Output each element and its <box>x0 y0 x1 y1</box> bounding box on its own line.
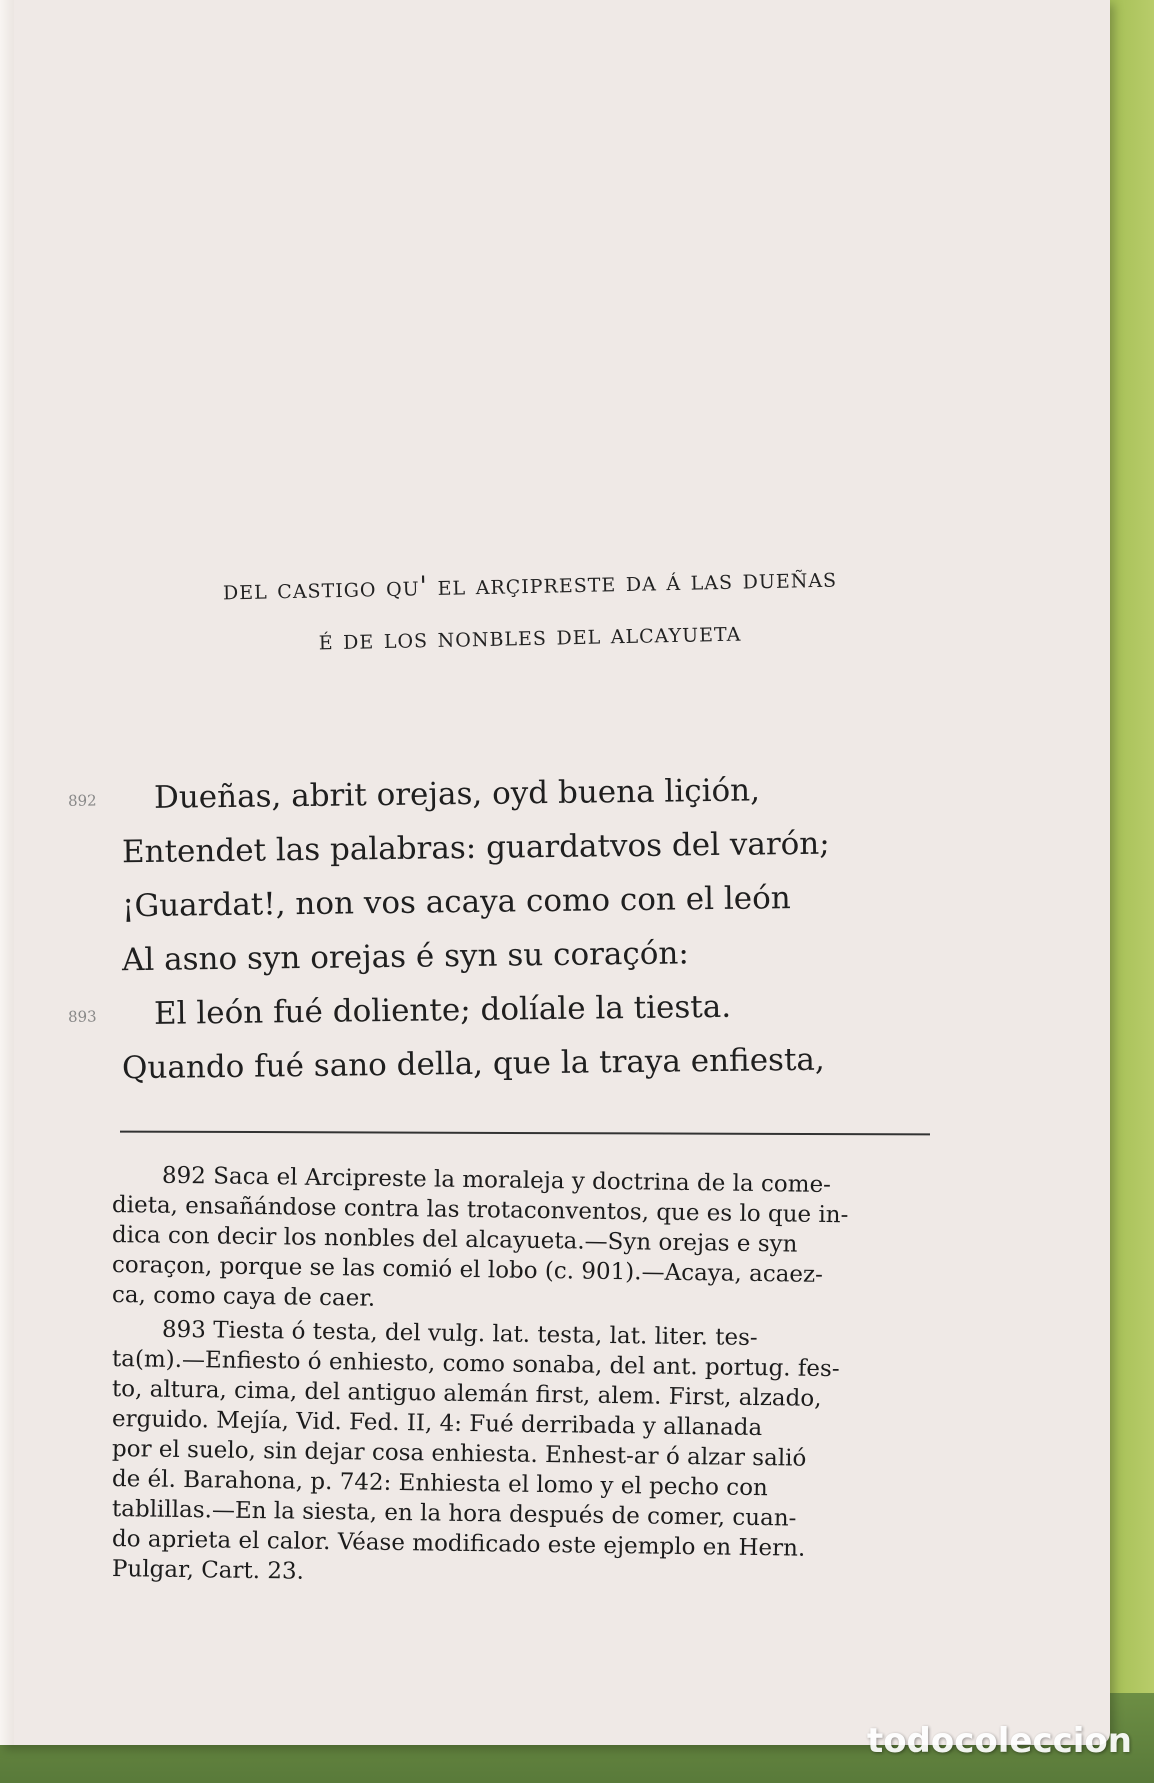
footnote-line: ta(m).—Enfiesto ó enhiesto, como sonaba, del ant. portug. fes- <box>111 1346 840 1383</box>
footnote-line: to, altura, cima, del antiguo alemán first, alem. First, alzado, <box>111 1376 822 1412</box>
footnote-line: ca, como caya de caer. <box>111 1282 376 1312</box>
footnote-line: de él. Barahona, p. 742: Enhiesta el lomo y el pecho con <box>111 1466 769 1502</box>
footnote-line: 892 Saca el Arcipreste la moraleja y doctrina de la come- <box>161 1162 832 1199</box>
footnote-line: dieta, ensañándose contra las trotaconventos, que es lo que in- <box>111 1192 849 1229</box>
verse-line <box>60 1031 961 1096</box>
footnote-line: dica con decir los nonbles del alcayueta.—Syn orejas e syn <box>111 1222 798 1258</box>
footnote-line: por el suelo, sin dejar cosa enhiesta. Enhest-ar ó alzar salió <box>111 1436 807 1472</box>
footnote-line: erguido. Mejía, Vid. Fed. II, 4: Fué derribada y allanada <box>111 1406 763 1442</box>
verse-text: Entendet las palabras: guardatvos del varón; <box>121 825 830 871</box>
verse-text: Quando fué sano della, que la traya enfiesta, <box>121 1041 825 1087</box>
footnote-line: 893 Tiesta ó testa, del vulg. lat. testa, lat. liter. tes- <box>161 1316 758 1352</box>
watermark-logo: todocoleccion <box>866 1721 1132 1761</box>
verse-text: Al asno syn orejas é syn su coraçón: <box>121 935 690 979</box>
footnote-line: tablillas.—En la siesta, en la hora después de comer, cuan- <box>111 1496 797 1532</box>
footnote-line: Pulgar, Cart. 23. <box>111 1556 305 1585</box>
verse-text: El león fué doliente; dolíale la tiesta. <box>153 988 732 1032</box>
verse-text: Dueñas, abrit orejas, oyd buena liçión, <box>153 772 761 816</box>
footnotes <box>112 1160 942 1584</box>
stanza-number: 893 <box>67 1007 97 1026</box>
page-edge <box>0 0 14 1745</box>
verse-block <box>60 772 960 1096</box>
section-heading <box>120 562 940 657</box>
heading-line-1: del castigo qu' el arçipreste da á las dueñas <box>222 562 838 607</box>
verse-text: ¡Guardat!, non vos acaya como con el león <box>121 880 791 925</box>
footnote-line: coraçon, porque se las comió el lobo (c. 901).—Acaya, acaez- <box>111 1252 824 1288</box>
heading-line-2: é de los nonbles del alcayueta <box>318 616 742 657</box>
stanza-number: 892 <box>67 791 97 810</box>
footnote-line: do aprieta el calor. Véase modificado este ejemplo en Hern. <box>111 1526 806 1562</box>
